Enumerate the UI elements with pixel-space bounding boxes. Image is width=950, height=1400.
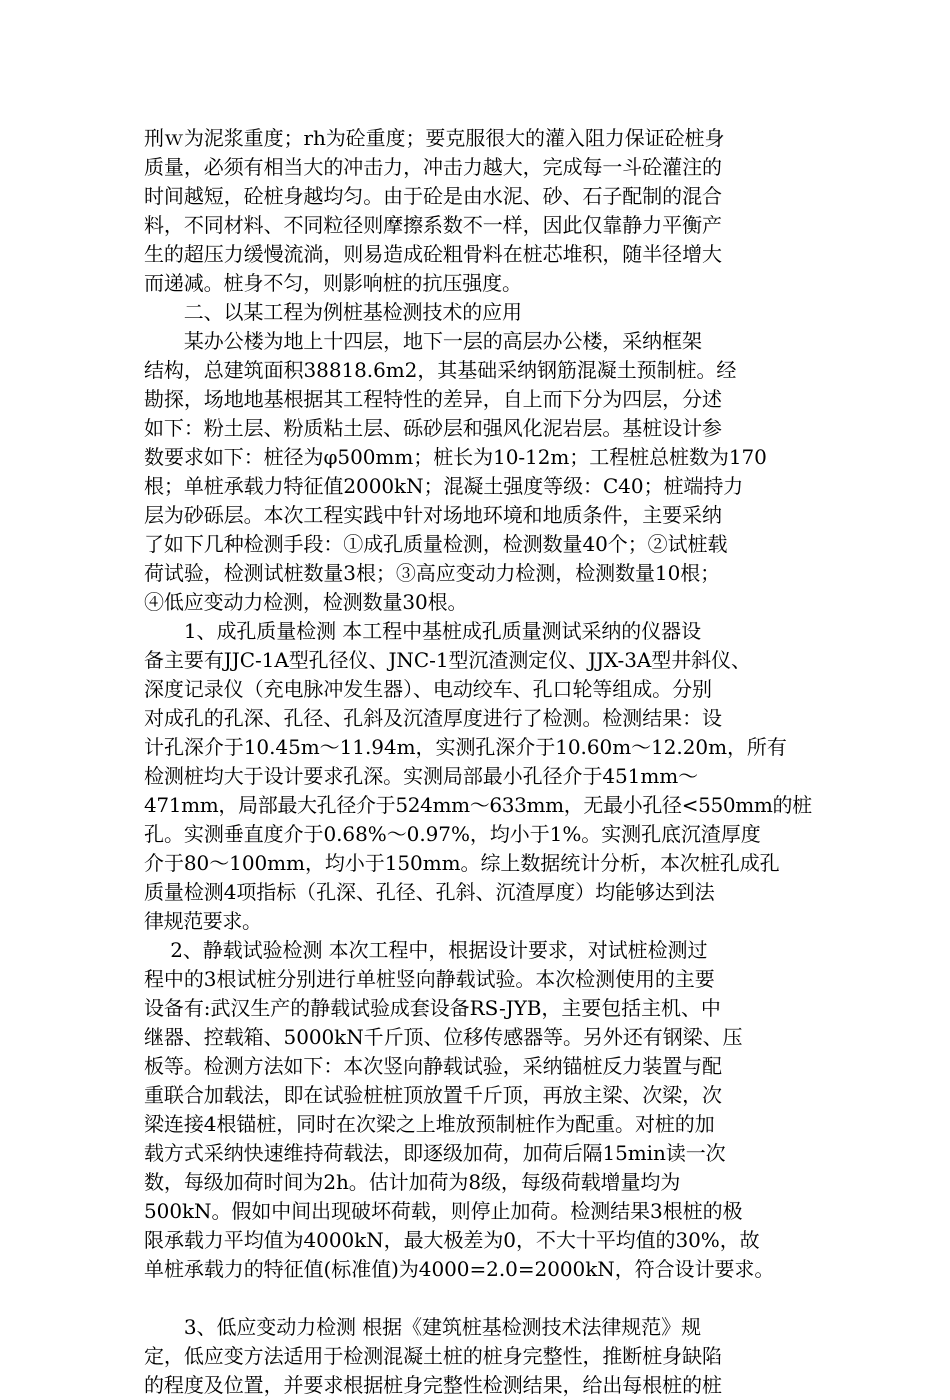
text-line: 质量，必须有相当大的冲击力，冲击力越大，完成每一斗砼灌注的 (144, 155, 722, 179)
text-line: 定，低应变方法适用于检测混凝土桩的桩身完整性，推断桩身缺陷 (144, 1344, 722, 1368)
text-line: 介于80～100mm，均小于150mm。综上数据统计分析，本次桩孔成孔 (144, 851, 780, 875)
text-line: 而递减。桩身不匀，则影响桩的抗压强度。 (144, 271, 522, 295)
text-line: 单桩承载力的特征值(标准值)为4000=2.0=2000kN，符合设计要求。 (144, 1257, 775, 1281)
text-line: 2、静载试验检测 本次工程中，根据设计要求，对试桩检测过 (144, 938, 708, 962)
text-line: 设备有:武汉生产的静载试验成套设备RS-JYB，主要包括主机、中 (144, 996, 721, 1020)
text-line: 限承载力平均值为4000kN，最大极差为0，不大十平均值的30%，故 (144, 1228, 760, 1252)
text-line: 对成孔的孔深、孔径、孔斜及沉渣厚度进行了检测。检测结果：设 (144, 706, 722, 730)
text-line: 荷试验，检测试桩数量3根；③高应变动力检测，检测数量10根； (144, 561, 721, 585)
text-line: 的程度及位置，并要求根据桩身完整性检测结果，给出每根桩的桩 (144, 1373, 722, 1397)
text-line: 勘探，场地地基根据其工程特性的差异，自上而下分为四层，分述 (144, 387, 722, 411)
text-line: 数，每级加荷时间为2h。估计加荷为8级，每级荷载增量均为 (144, 1170, 681, 1194)
text-line: 根；单桩承载力特征值2000kN；混凝土强度等级：C40；桩端持力 (144, 474, 744, 498)
text-line: 备主要有JJC-1A型孔径仪、JNC-1型沉渣测定仪、JJX-3A型井斜仪、 (144, 648, 752, 672)
text-line: 层为砂砾层。本次工程实践中针对场地环境和地质条件，主要采纳 (144, 503, 722, 527)
text-line: 计孔深介于10.45m～11.94m，实测孔深介于10.60m～12.20m，所有 (144, 735, 787, 759)
text-line: 板等。检测方法如下：本次竖向静载试验，采纳锚桩反力装置与配 (144, 1054, 722, 1078)
text-line: 生的超压力缓慢流淌，则易造成砼粗骨料在桩芯堆积，随半径增大 (144, 242, 722, 266)
text-line: 二、以某工程为例桩基检测技术的应用 (144, 300, 522, 324)
text-line: 数要求如下：桩径为φ500mm；桩长为10-12m；工程桩总桩数为170 (144, 445, 767, 469)
text-line: 载方式采纳快速维持荷载法，即逐级加荷，加荷后隔15min读一次 (144, 1141, 726, 1165)
text-line: 检测桩均大于设计要求孔深。实测局部最小孔径介于451mm～ (144, 764, 699, 788)
text-line: 料，不同材料、不同粒径则摩擦系数不一样，因此仅靠静力平衡产 (144, 213, 722, 237)
body-text (144, 124, 814, 1400)
text-line: ④低应变动力检测，检测数量30根。 (144, 590, 468, 614)
text-line: 某办公楼为地上十四层，地下一层的高层办公楼，采纳框架 (144, 329, 702, 353)
text-line: 如下：粉土层、粉质粘土层、砾砂层和强风化泥岩层。基桩设计参 (144, 416, 722, 440)
text-line: 程中的3根试桩分别进行单桩竖向静载试验。本次检测使用的主要 (144, 967, 715, 991)
text-line: 孔。实测垂直度介于0.68%～0.97%，均小于1%。实测孔底沉渣厚度 (144, 822, 761, 846)
text-line: 471mm，局部最大孔径介于524mm～633mm，无最小孔径<550mm的桩 (144, 793, 812, 817)
text-line: 500kN。假如中间出现破坏荷载，则停止加荷。检测结果3根桩的极 (144, 1199, 743, 1223)
text-line: 梁连接4根锚桩，同时在次梁之上堆放预制桩作为配重。对桩的加 (144, 1112, 715, 1136)
text-line: 律规范要求。 (144, 909, 262, 933)
text-line: 刑ｗ为泥浆重度；rh为砼重度；要克服很大的灌入阻力保证砼桩身 (144, 126, 725, 150)
text-line: 时间越短，砼桩身越均匀。由于砼是由水泥、砂、石子配制的混合 (144, 184, 722, 208)
text-line: 1、成孔质量检测 本工程中基桩成孔质量测试采纳的仪器设 (144, 619, 702, 643)
text-line: 3、低应变动力检测 根据《建筑桩基检测技术法律规范》规 (144, 1315, 702, 1339)
text-line: 结构，总建筑面积38818.6m2，其基础采纳钢筋混凝土预制桩。经 (144, 358, 737, 382)
text-line: 了如下几种检测手段：①成孔质量检测，检测数量40个；②试桩载 (144, 532, 728, 556)
text-line: 继器、控载箱、5000kN千斤顶、位移传感器等。另外还有钢梁、压 (144, 1025, 743, 1049)
text-line: 重联合加载法，即在试验桩桩顶放置千斤顶，再放主梁、次梁，次 (144, 1083, 722, 1107)
blank-line (144, 1284, 814, 1313)
text-line: 质量检测4项指标（孔深、孔径、孔斜、沉渣厚度）均能够达到法 (144, 880, 715, 904)
text-line: 深度记录仪（充电脉冲发生器）、电动绞车、孔口轮等组成。分别 (144, 677, 712, 701)
